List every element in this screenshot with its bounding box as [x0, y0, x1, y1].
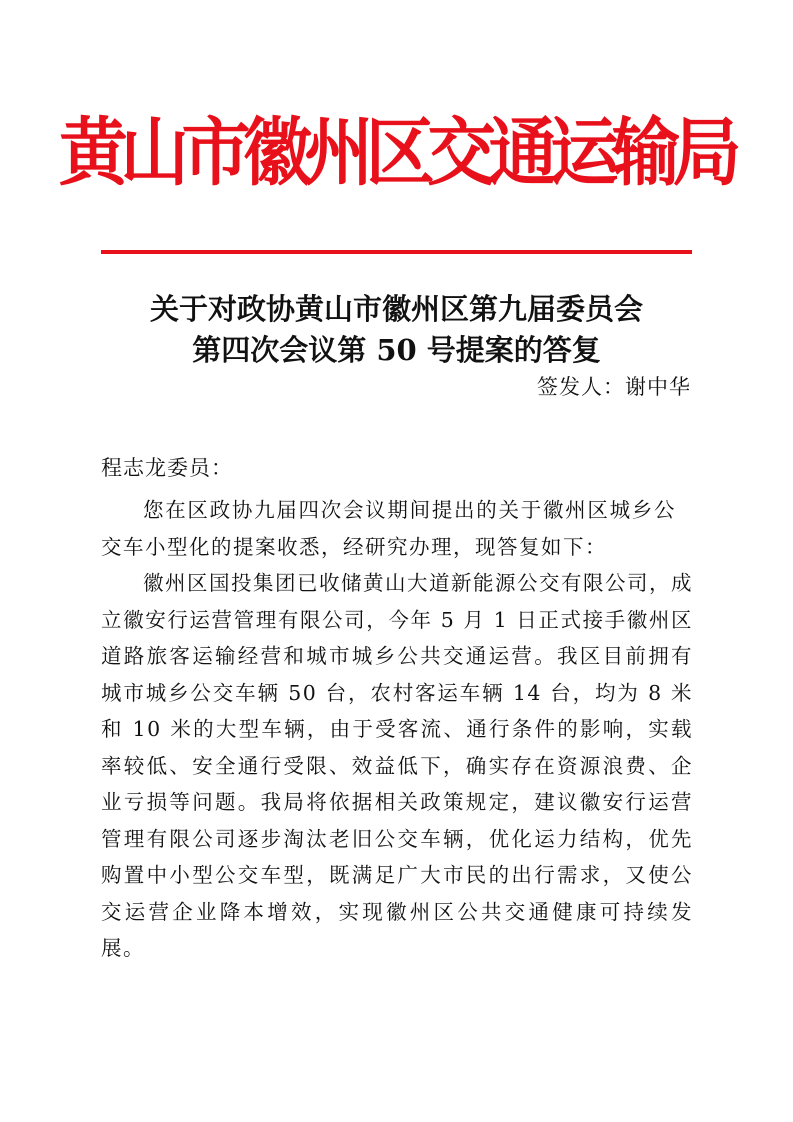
signer: 签发人：谢中华 [537, 375, 691, 399]
agency-letterhead: 黄山市徽州区交通运输局 [58, 110, 735, 196]
document-title-line-1: 关于对政协黄山市徽州区第九届委员会 [149, 292, 643, 326]
body-paragraph-2: 徽州区国投集团已收储黄山大道新能源公交有限公司，成立徽安行运营管理有限公司，今年 5 月 1 日正式接手徽州区道路旅客运输经营和城市城乡公共交通运营。我区目前拥有城市城乡公交车辆 50 台，农村客运车辆 14 台，均为 8 米和 10 米的大型车辆，由于受客流、通行条件的影响，实载率较低、安全通行受限、效益低下，确实存在资源浪费、企业亏损等问题。我局将依据相关政策规定，建议徽安行运营管理有限公司逐步淘汰老旧公交车辆，优化运力结构，优先购置中小型公交车型，既满足广大市民的出行需求，又使公交运营企业降本增效，实现徽州区公共交通健康可持续发展。 [101, 571, 693, 960]
document-title-line-2: 第四次会议第 50 号提案的答复 [192, 333, 601, 367]
body-paragraph-1: 您在区政协九届四次会议期间提出的关于徽州区城乡公交车小型化的提案收悉，经研究办理，现答复如下： [101, 498, 676, 559]
salutation: 程志龙委员： [101, 456, 233, 480]
letterhead-divider [101, 250, 692, 254]
